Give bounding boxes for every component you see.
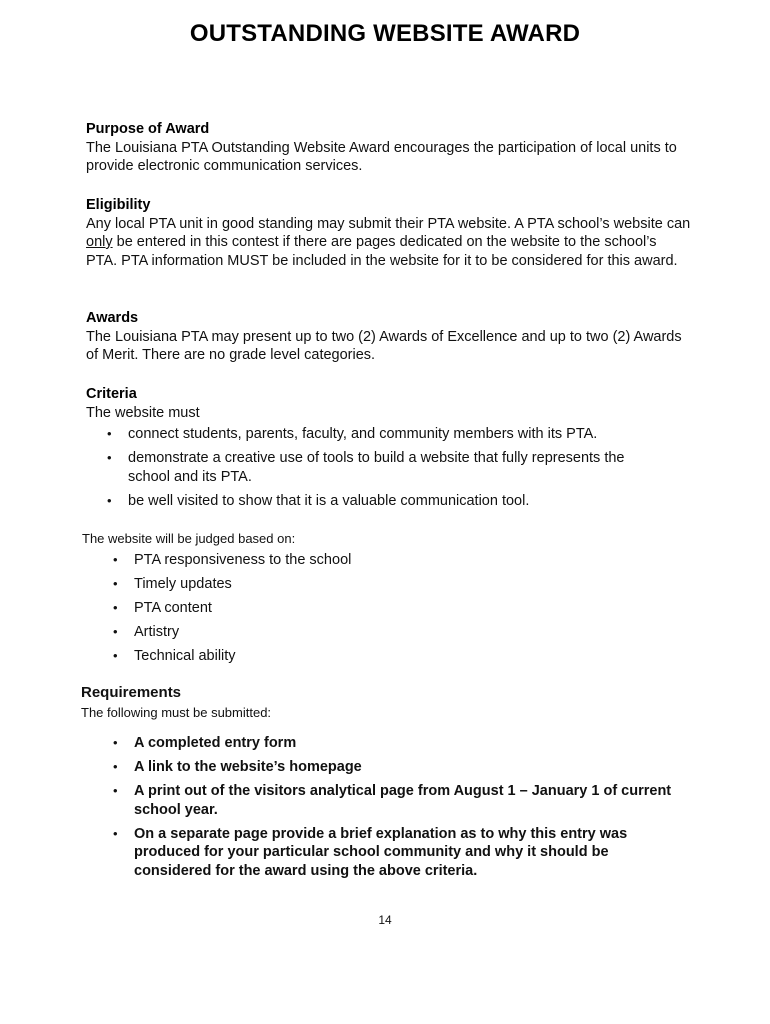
page-number: 14 xyxy=(378,913,392,927)
awards-heading: Awards xyxy=(86,310,139,326)
list-item xyxy=(113,647,351,666)
awards-body: The Louisiana PTA may present up to two (2) Awards of Excellence and up to two (2) Awards of Merit. There are no grade level categories. xyxy=(86,328,682,363)
list-item xyxy=(113,825,673,881)
criteria-item-text: be well visited to show that it is a valuable communication tool. xyxy=(128,492,530,509)
criteria-intro: The website must xyxy=(86,404,200,421)
bullet-icon: • xyxy=(113,735,118,750)
bullet-icon: • xyxy=(113,552,118,567)
eligibility-body xyxy=(86,215,691,271)
purpose-heading: Purpose of Award xyxy=(86,121,210,137)
judging-list xyxy=(113,551,351,671)
judging-item-text: Artistry xyxy=(134,624,180,640)
eligibility-heading: Eligibility xyxy=(86,197,151,213)
list-item xyxy=(113,575,351,594)
bullet-icon: • xyxy=(113,648,118,663)
list-item xyxy=(113,782,673,819)
eligibility-body-end: be entered in this contest if there are pages dedicated on the website to the school’s PTA. PTA information MUST be included in the website for it to be considered for this award. xyxy=(86,234,678,269)
requirements-intro: The following must be submitted: xyxy=(81,705,272,720)
awards-section xyxy=(86,309,686,365)
requirement-item-text: On a separate page provide a brief explanation as to why this entry was produced for your particular school community and why it should be considered for the award using the above criteria. xyxy=(134,825,628,879)
judging-intro: The website will be judged based on: xyxy=(82,531,296,546)
criteria-list xyxy=(107,425,667,516)
eligibility-underlined-word: only xyxy=(86,234,113,250)
eligibility-body-start: Any local PTA unit in good standing may submit their PTA website. A PTA school’s website can xyxy=(86,215,691,232)
bullet-icon: • xyxy=(113,576,118,591)
judging-item-text: Technical ability xyxy=(134,648,236,664)
requirements-list xyxy=(113,734,673,886)
bullet-icon: • xyxy=(113,624,118,639)
judging-item-text: PTA responsiveness to the school xyxy=(134,552,352,568)
bullet-icon: • xyxy=(113,825,118,841)
list-item xyxy=(107,492,667,511)
criteria-heading: Criteria xyxy=(86,386,137,402)
list-item xyxy=(113,551,351,570)
requirements-heading: Requirements xyxy=(81,684,182,701)
bullet-icon: • xyxy=(113,600,118,615)
requirement-item-text: A print out of the visitors analytical page from August 1 – January 1 of current school year. xyxy=(134,783,672,818)
criteria-section xyxy=(86,385,686,422)
purpose-section xyxy=(86,120,686,176)
eligibility-section xyxy=(86,196,691,270)
list-item xyxy=(107,449,667,486)
requirement-item-text: A link to the website’s homepage xyxy=(134,759,362,775)
judging-item-text: Timely updates xyxy=(134,576,232,592)
list-item xyxy=(113,734,673,753)
bullet-icon: • xyxy=(113,759,118,774)
list-item xyxy=(107,425,667,444)
criteria-item-text: demonstrate a creative use of tools to build a website that fully represents the school and its PTA. xyxy=(128,450,625,485)
bullet-icon: • xyxy=(107,450,112,465)
purpose-body: The Louisiana PTA Outstanding Website Award encourages the participation of local units to provide electronic communication services. xyxy=(86,139,677,174)
list-item xyxy=(113,623,351,642)
requirement-item-text: A completed entry form xyxy=(134,735,297,751)
criteria-item-text: connect students, parents, faculty, and community members with its PTA. xyxy=(128,426,598,442)
bullet-icon: • xyxy=(107,426,112,441)
bullet-icon: • xyxy=(107,492,112,508)
bullet-icon: • xyxy=(113,783,118,798)
page-title: OUTSTANDING WEBSITE AWARD xyxy=(189,20,581,47)
list-item xyxy=(113,758,673,777)
judging-item-text: PTA content xyxy=(134,600,212,616)
list-item xyxy=(113,599,351,618)
